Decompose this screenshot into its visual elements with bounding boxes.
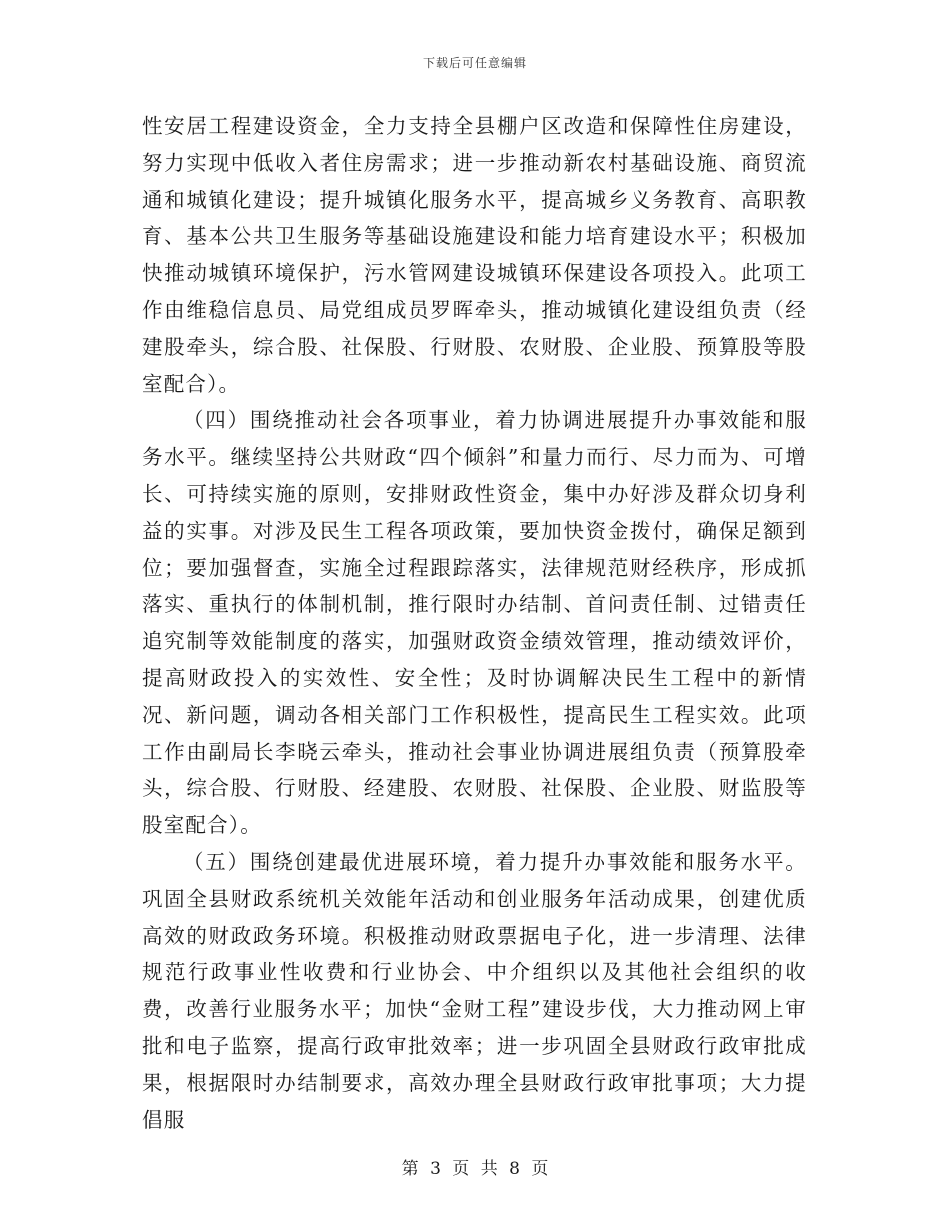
paragraph-section-five: （五）围绕创建最优进展环境，着力提升办事效能和服务水平。巩固全县财政系统机关效能年活动和创业服务年活动成果，创建优质高效的财政政务环境。积极推动财政票据电子化，进一步清理、法律规范行政事业性收费和行业协会、中介组织以及其他社会组织的收费，改善行业服务水平；加快“金财工程”建设步伐，大力推动网上审批和电子监察，提高行政审批效率；进一步巩固全县财政行政审批成果，根据限时办结制要求，高效办理全县财政行政审批事项；大力提倡服 bbox=[142, 849, 807, 1132]
paragraph-continued: 性安居工程建设资金，全力支持全县棚户区改造和保障性住房建设，努力实现中低收入者住房需求；进一步推动新农村基础设施、商贸流通和城镇化建设；提升城镇化服务水平，提高城乡义务教育、高职教育、基本公共卫生服务等基础设施建设和能力培育建设水平；积极加快推动城镇环境保护，污水管网建设城镇环保建设各项投入。此项工作由维稳信息员、局党组成员罗晖牵头，推动城镇化建设组负责（经建股牵头，综合股、社保股、行财股、农财股、企业股、预算股等股室配合）。 bbox=[142, 114, 807, 396]
page-number-footer: 第 3 页 共 8 页 bbox=[401, 1159, 549, 1179]
paragraph-section-four: （四）围绕推动社会各项事业，着力协调进展提升办事效能和服务水平。继续坚持公共财政“四个倾斜”和量力而行、尽力而为、可增长、可持续实施的原则，安排财政性资金，集中办好涉及群众切身利益的实事。对涉及民生工程各项政策，要加快资金拨付，确保足额到位；要加强督查，实施全过程跟踪落实，法律规范财经秩序，形成抓落实、重执行的体制机制，推行限时办结制、首问责任制、过错责任追究制等效能制度的落实，加强财政资金绩效管理，推动绩效评价，提高财政投入的实效性、安全性；及时协调解决民生工程中的新情况、新问题，调动各相关部门工作积极性，提高民生工程实效。此项工作由副局长李晓云牵头，推动社会事业协调进展组负责（预算股牵头，综合股、行财股、经建股、农财股、社保股、企业股、财监股等股室配合）。 bbox=[142, 408, 807, 838]
document-body bbox=[142, 108, 807, 1138]
page-header-note: 下载后可任意编辑 bbox=[422, 56, 527, 70]
